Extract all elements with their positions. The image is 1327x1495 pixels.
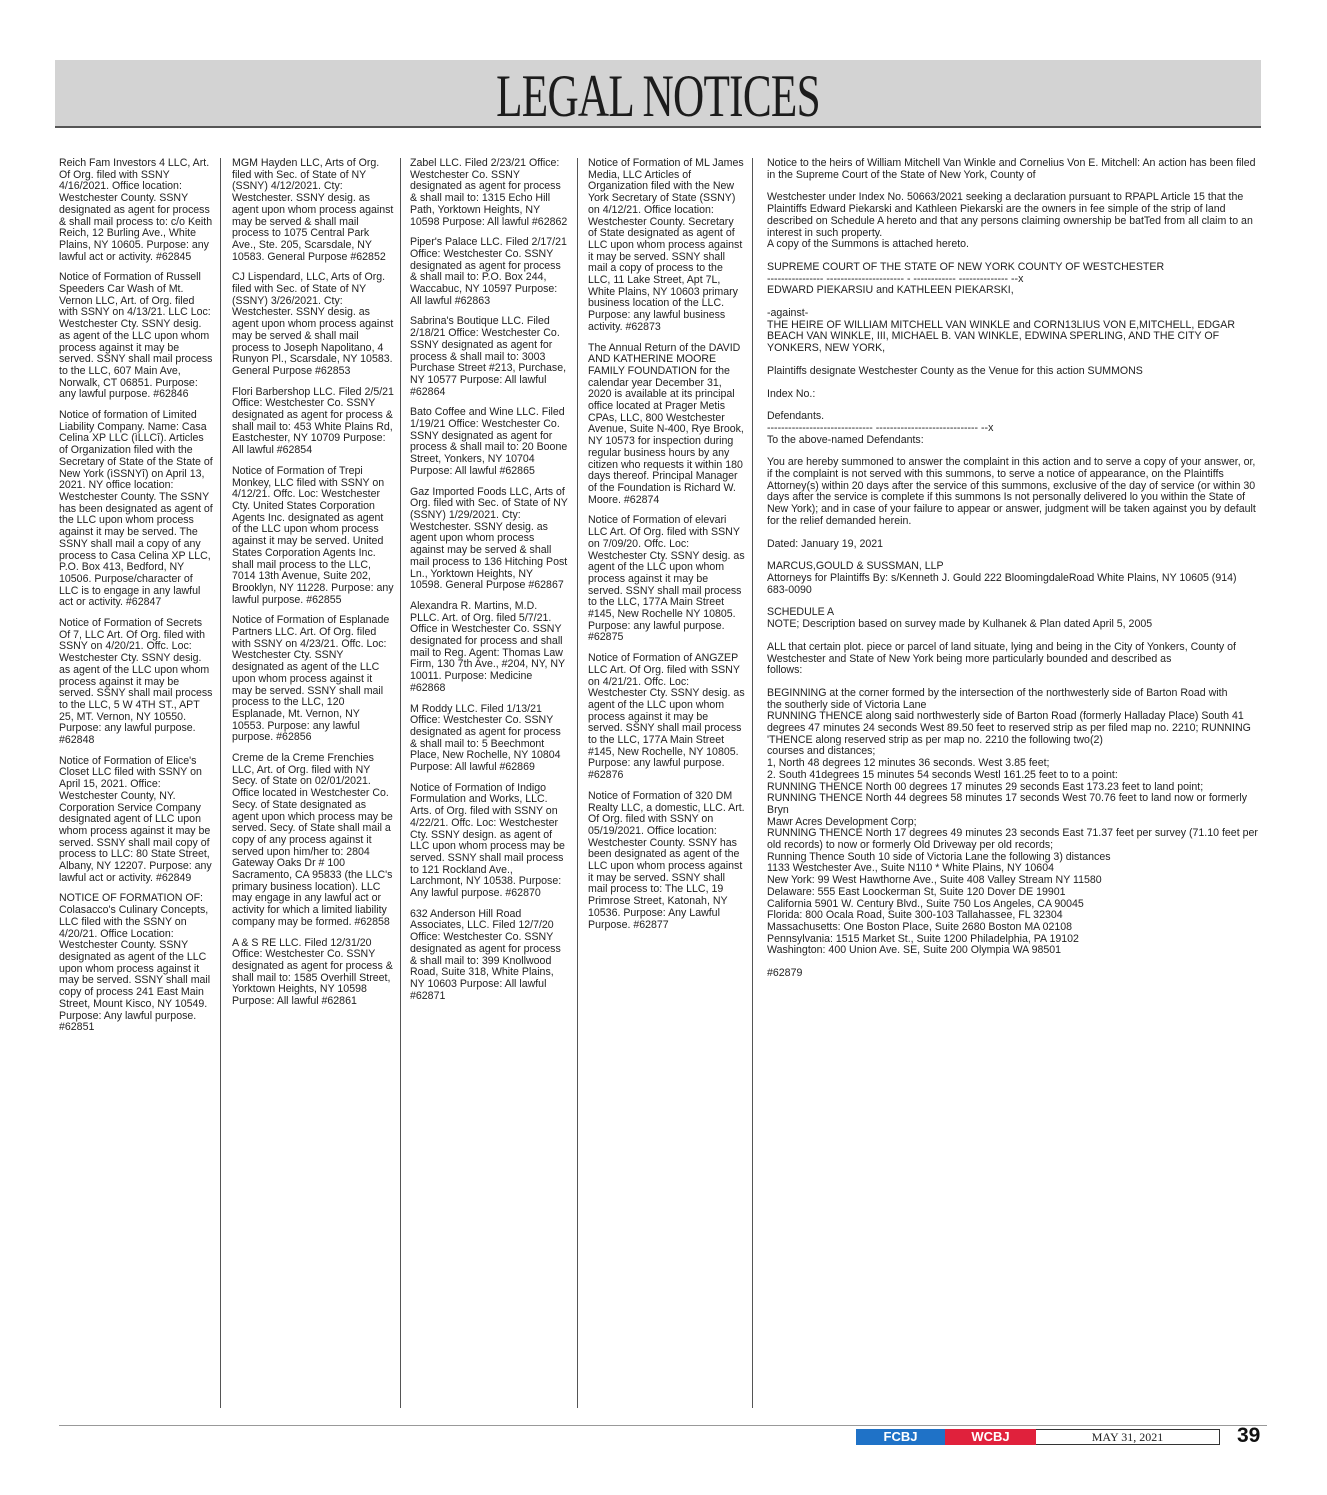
legal-notice: 632 Anderson Hill Road Associates, LLC. Filed 12/7/20 Office: Westchester Co. SSNY designated as agent for process & shall mail to: 399 Knollwood Road, Suite 318, White Plains, NY 10603 Purpose: All lawful #62871 xyxy=(410,907,561,1002)
legal-notice: Notice of Formation of Esplanade Partners LLC. Art. Of Org. filed with SSNY on 4/23/21. Offc. Loc: Westchester Cty. SSNY designated as agent of the LLC upon whom process against it may be served. SSNY shall mail process to the LLC, 120 Esplanade, Mt. Vernon, NY 10553. Purpose: any lawful purpose. #62856 xyxy=(232,614,390,744)
summons-paragraph: Index No.: xyxy=(767,387,816,400)
legal-notice: Piper's Palace LLC. Filed 2/17/21 Office: Westchester Co. SSNY designated as agent for process & shall mail to: P.O. Box 244, Waccabuc, NY 10597 Purpose: All lawful #62863 xyxy=(410,236,567,307)
legal-notice: Notice of Formation of elevari LLC Art. Of Org. filed with SSNY on 7/09/20. Offc. Loc: Westchester Cty. SSNY desig. as agent of the LLC upon whom process against it may be served. SSNY shall mail process to the LLC, 177A Main Street #145, New Rochelle NY 10805. Purpose: any lawful purpose. #62875 xyxy=(588,514,745,644)
page-number: 39 xyxy=(1237,1424,1261,1447)
legal-notice: NOTICE OF FORMATION OF: Colasacco's Culinary Concepts, LLC filed with the SSNY on 4/20/21. Office Location: Westchester County. SSNY designated as agent of the LLC upon whom process against it may be served. SSNY shall mail copy of process 241 East Main Street, Mount Kisco, NY 10549. Purpose: Any lawful purpose. #62851 xyxy=(59,892,211,1034)
publication-tag-fcbj: FCBJ xyxy=(856,1429,945,1445)
legal-notice: Notice of Formation of 320 DM Realty LLC, a domestic, LLC. Art. Of Org. filed with SSNY on 05/19/2021. Office location: Westchester County. SSNY has been designated as agent of the LLC upon whom process against it may be served. SSNY shall mail process to: The LLC, 19 Primrose Street, Katonah, NY 10536. Purpose: Any Lawful Purpose. #62877 xyxy=(588,789,745,931)
legal-notice: A & S RE LLC. Filed 12/31/20 Office: Westchester Co. SSNY designated as agent for process & shall mail to: 1585 Overhill Street, Yorktown Heights, NY 10598 Purpose: All lawful #62861 xyxy=(232,936,393,1008)
column-rule xyxy=(400,158,401,1408)
column-rule xyxy=(220,158,221,1408)
legal-notice: The Annual Return of the DAVID AND KATHERINE MOORE FAMILY FOUNDATION for the calendar year December 31, 2020 is available at its principal office located at Prager Metis CPAs, LLC, 800 Westchester Avenue, Suite N-400, Rye Brook, NY 10573 for inspection during regular business hours by any citizen who requests it within 180 days thereof. Principal Manager of the Foundation is Richard W. Moore. #62874 xyxy=(588,341,744,506)
summons-paragraph: SCHEDULE A NOTE; Description based on survey made by Kulhanek & Plan dated April 5, 2005 xyxy=(767,606,1153,631)
notice-column-5 xyxy=(767,158,1261,991)
legal-notice: Notice of Formation of Indigo Formulation and Works, LLC. Arts. of Org. filed with SSNY on 4/22/21. Offc. Loc: Westchester Cty. SSNY design. as agent of LLC upon whom process may be served. SSNY shall mail process to 121 Rockland Ave., Larchmont, NY 10538. Purpose: Any lawful purpose. #62870 xyxy=(410,781,565,900)
notice-column-1 xyxy=(59,158,215,1043)
legal-notice: Notice of Formation of ANGZEP LLC Art. Of Org. filed with SSNY on 4/21/21. Offc. Loc: Westchester Cty. SSNY desig. as agent of the LLC upon whom process against it may be served. SSNY shall mail process to the LLC, 177A Main Street #145, New Rochelle, NY 10805. Purpose: any lawful purpose. #62876 xyxy=(588,652,745,782)
summons-paragraph: SUPREME COURT OF THE STATE OF NEW YORK COUNTY OF WESTCHESTER ---------------- ---------------------- - ------------ -------------- --x EDWARD PIEKARSIU and KATHLEEN PIEKARSKI, xyxy=(767,260,1165,297)
legal-notice: Notice of Formation of Russell Speeders Car Wash of Mt. Vernon LLC, Art. of Org. filed with SSNY on 4/13/21. LLC Loc: Westchester Cty. SSNY desig. as agent of the LLC upon whom process against it may be served. SSNY shall mail process to the LLC, 607 Main Ave, Norwalk, CT 06851. Purpose: any lawful purpose. #62846 xyxy=(59,271,213,401)
column-rule xyxy=(577,158,578,1408)
legal-notice: Gaz Imported Foods LLC, Arts of Org. filed with Sec. of State of NY (SSNY) 1/29/2021. Cty: Westchester. SSNY desig. as agent upon whom process against may be served & shall mail process to 136 Hitching Post Ln., Yorktown Heights, NY 10598. General Purpose #62867 xyxy=(410,485,568,592)
summons-paragraph: Plaintiffs designate Westchester County as the Venue for this action SUMMONS xyxy=(767,364,1143,377)
legal-notice: Zabel LLC. Filed 2/23/21 Office: Westchester Co. SSNY designated as agent for process & shall mail to: 1315 Echo Hill Path, Yorktown Heights, NY 10598 Purpose: All lawful #62862 xyxy=(410,157,568,228)
legal-notice: Notice of Formation of ML James Media, LLC Articles of Organization filed with the New York Secretary of State (SSNY) on 4/12/21. Office location: Westchester County. Secretary of State designated as agent of LLC upon whom process against it may be served. SSNY shall mail a copy of process to the LLC, 11 Lake Street, Apt 7L, White Plains, NY 10603 primary business location of the LLC. Purpose: any lawful business activity. #62873 xyxy=(588,157,744,333)
summons-paragraph: Defendants. ------------------------------ ----------------------------- --x To the above-named Defendants: xyxy=(767,410,994,446)
legal-notice: Creme de la Creme Frenchies LLC, Art. of Org. filed with NY Secy. of State on 02/01/2021. Office located in Westchester Co. Secy. of State designated as agent upon which process may be served. Secy. of State shall mail a copy of any process against it served upon him/her to: 2804 Gateway Oaks Dr # 100 Sacramento, CA 95833 (the LLC's primary business location). LLC may engage in any lawful act or activity for which a limited liability company may be formed. #62858 xyxy=(232,752,393,928)
legal-notice: Bato Coffee and Wine LLC. Filed 1/19/21 Office: Westchester Co. SSNY designated as agent for process & shall mail to: 20 Boone Street, Yonkers, NY 10704 Purpose: All lawful #62865 xyxy=(410,406,568,477)
legal-notice: Sabrina's Boutique LLC. Filed 2/18/21 Office: Westchester Co. SSNY designated as agent for process & shall mail to: 3003 Purchase Street #213, Purchase, NY 10577 Purpose: All lawful #62864 xyxy=(410,315,567,398)
summons-paragraph: Dated: January 19, 2021 xyxy=(767,537,884,550)
notice-column-2 xyxy=(232,158,394,1017)
legal-notice: Flori Barbershop LLC. Filed 2/5/21 Office: Westchester Co. SSNY designated as agent for process & shall mail to: 453 White Plains Rd, Eastchester, NY 10709 Purpose: All lawful #62854 xyxy=(232,385,394,457)
footer-divider xyxy=(59,1425,1267,1426)
legal-notice: Notice of Formation of Secrets Of 7, LLC Art. Of Org. filed with SSNY on 4/20/21. Offc. Loc: Westchester Cty. SSNY desig. as agent of the LLC upon whom process against it may be served. SSNY shall mail process to the LLC, 5 W 4TH ST., APT 25, MT. Vernon, NY 10550. Purpose: any lawful purpose. #62848 xyxy=(59,617,213,747)
summons-paragraph: Notice to the heirs of William Mitchell Van Winkle and Cornelius Von E. Mitchell: An action has been filed in the Supreme Court of the State of New York, County of xyxy=(767,157,1256,181)
legal-notice: M Roddy LLC. Filed 1/13/21 Office: Westchester Co. SSNY designated as agent for process & shall mail to: 5 Beechmont Place, New Rochelle, NY 10804 Purpose: All lawful #62869 xyxy=(410,702,561,774)
summons-paragraph: #62879 xyxy=(767,967,803,980)
summons-paragraph: MARCUS,GOULD & SUSSMAN, LLP Attorneys for Plaintiffs By: s/Kenneth J. Gould 222 BloomingdaleRoad White Plains, NY 10605 (914) 683-0090 xyxy=(767,560,1237,596)
legal-notice: CJ Lispendard, LLC, Arts of Org. filed with Sec. of State of NY (SSNY) 3/26/2021. Cty: Westchester. SSNY desig. as agent upon whom process against may be served & shall mail process to Joseph Napolitano, 4 Runyon Pl., Scarsdale, NY 10583. General Purpose #62853 xyxy=(232,271,394,377)
summons-paragraph: You are hereby summoned to answer the complaint in this action and to serve a copy of your answer, or, if the complaint is not served with this summons, to serve a notice of appearance, on the Plaintiffs Attorney(s) within 20 days after the service of this summons, exclusive of the day of service (or within 30 days after the service is complete if this summons Is not personally delivered lo you within the State of New York); and in case of your failure to appear or answer, judgment will be taken against you by default for the relief demanded herein. xyxy=(767,456,1256,527)
legal-notice: MGM Hayden LLC, Arts of Org. filed with Sec. of State of NY (SSNY) 4/12/2021. Cty: Westchester. SSNY desig. as agent upon whom process against may be served & shall mail process to 1075 Central Park Ave., Ste. 205, Scarsdale, NY 10583. General Purpose #62852 xyxy=(232,157,394,263)
issue-date: MAY 31, 2021 xyxy=(1036,1429,1220,1445)
column-rule xyxy=(752,158,753,1408)
summons-paragraph: ALL that certain plot. piece or parcel of land situate, lying and being in the City of Yonkers, County of Westchester and State of New York being more particularly bounded and described as follows: xyxy=(767,640,1236,677)
legal-notice: Alexandra R. Martins, M.D. PLLC. Art. of Org. filed 5/7/21. Office in Westchester Co. SSNY designated for process and shall mail to Reg. Agent: Thomas Law Firm, 130 7th Ave., #204, NY, NY 10011. Purpose: Medicine #62868 xyxy=(410,599,565,694)
legal-notice: Reich Fam Investors 4 LLC, Art. Of Org. filed with SSNY 4/16/2021. Office location: Westchester County. SSNY designated as agent for process & shall mail process to: c/o Keith Reich, 12 Burling Ave., White Plains, NY 10605. Purpose: any lawful act or activity. #62845 xyxy=(59,157,213,263)
notice-column-3 xyxy=(410,158,568,1011)
section-banner xyxy=(55,60,1261,128)
notice-column-4 xyxy=(588,158,745,940)
section-title: LEGAL NOTICES xyxy=(496,63,820,129)
summons-paragraph: -against- THE HEIRE OF WILLIAM MITCHELL VAN WINKLE and CORN13LIUS VON E,MITCHELL, EDGAR BEACH VAN WINKLE, III, MICHAEL B. VAN WINKLE, EDWINA SPERLING, AND THE CITY OF YONKERS, NEW YORK, xyxy=(767,307,1235,355)
summons-paragraph: BEGINNING at the corner formed by the intersection of the northwesterly side of Barton Road with the southerly side of Victoria Lane RUNNING THENCE along said northwesterly side of Barton Road (formerly Halladay Place) South 41 degrees 47 minutes 24 seconds West 89.50 feet to reserved strip as per filed map no. 2210; RUNNING 'THENCE along reserved strip as per map no. 2210 the following two(2) courses and distances; 1, North 48 degrees 12 minutes 36 seconds. West 3.85 feet; 2. South 41degrees 15 minutes 54 seconds Westl 161.25 feet to to a point: RUNNING THENCE North 00 degrees 17 minutes 29 seconds East 173.23 feet to land point; RUNNING THENCE North 44 degrees 58 minutes 17 seconds West 70.76 feet to land now or formerly Bryn Mawr Acres Development Corp; RUNNING THENCE North 17 degrees 49 minutes 23 seconds East 71.37 feet per survey (71.10 feet per old records) to now or formerly Old Driveway per old records; Running Thence South 10 side of Victoria Lane the following 3) distances 1133 Westchester Ave., Suite N110 * White Plains, NY 10604 New York: 99 West Hawthorne Ave., Suite 408 Valley Stream NY 11580 Delaware: 555 East Loockerman St, Suite 120 Dover DE 19901 California 5901 W. Century Blvd., Suite 750 Los Angeles, CA 90045 Florida: 800 Ocala Road, Suite 300-103 Tallahassee, FL 32304 Massachusetts: One Boston Place, Suite 2680 Boston MA 02108 Pennsylvania: 1515 Market St., Suite 1200 Philadelphia, PA 19102 Washington: 400 Union Ave. SE, Suite 200 Olympia WA 98501 xyxy=(767,686,1258,957)
legal-notice: Notice of Formation of Trepi Monkey, LLC filed with SSNY on 4/12/21. Offc. Loc: Westchester Cty. United States Corporation Agents Inc. designated as agent of the LLC upon whom process against it may be served. United States Corporation Agents Inc. shall mail process to the LLC, 7014 13th Avenue, Suite 202, Brooklyn, NY 11228. Purpose: any lawful purpose. #62855 xyxy=(232,464,394,606)
legal-notice: Notice of Formation of Elice's Closet LLC filed with SSNY on April 15, 2021. Office: Westchester County, NY. Corporation Service Company designated agent of LLC upon whom process against it may be served. SSNY shall mail copy of process to LLC: 80 State Street, Albany, NY 12207. Purpose: any lawful act or activity. #62849 xyxy=(59,754,212,884)
summons-paragraph: Westchester under Index No. 50663/2021 seeking a declaration pursuant to RPAPL Article 15 that the Plaintiffs Edward Piekarski and Kathleen Piekarski are the owners in fee simple of the strip of land described on Schedule A hereto and that any persons claiming ownership be batTed from all claim to an interest in such property. A copy of the Summons is attached hereto. xyxy=(767,191,1253,251)
legal-notice: Notice of formation of Limited Liability Company. Name: Casa Celina XP LLC (ìLLCî). Articles of Organization filed with the Secretary of State of the State of New York (ìSSNYî) on April 13, 2021. NY office location: Westchester County. The SSNY has been designated as agent of the LLC upon whom process against it may be served. The SSNY shall mail a copy of any process to Casa Celina XP LLC, P.O. Box 413, Bedford, NY 10506. Purpose/character of LLC is to engage in any lawful act or activity. #62847 xyxy=(59,409,213,609)
publication-tag-wcbj: WCBJ xyxy=(945,1429,1036,1445)
